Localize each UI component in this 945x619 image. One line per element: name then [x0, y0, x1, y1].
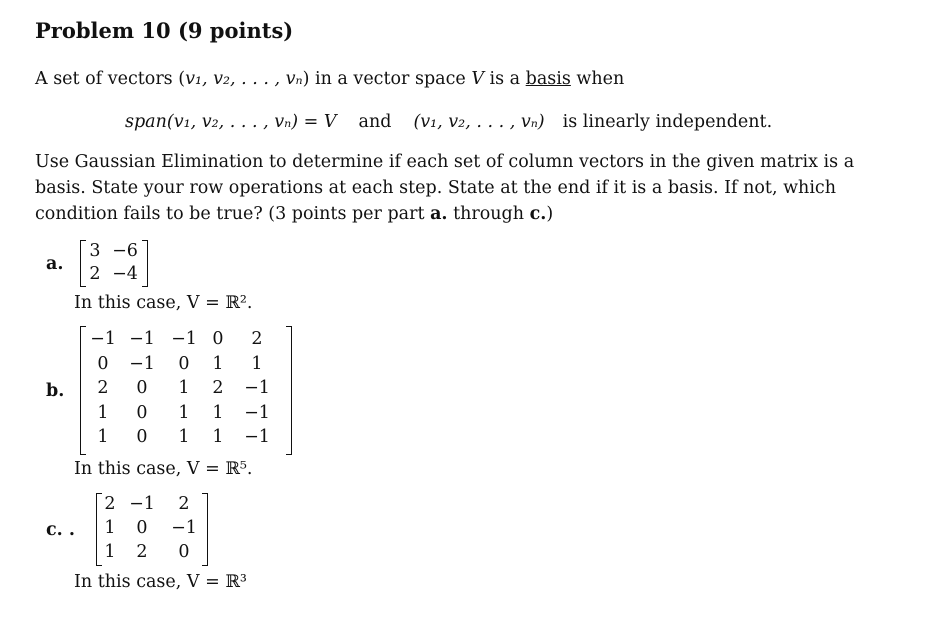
part-a-case: In this case, V = ℝ². — [74, 293, 253, 313]
matrix-b — [80, 327, 292, 455]
span-condition: span(v₁, v₂, . . . , vₙ) = V — [125, 112, 337, 132]
matrix-cell: 0 — [97, 353, 109, 374]
matrix-cell: −1 — [171, 329, 197, 349]
matrix-cell: 2 — [97, 378, 109, 398]
matrix-cell: −1 — [171, 518, 197, 538]
bracket-tick — [80, 326, 86, 327]
matrix-cell: 1 — [212, 427, 224, 447]
matrix-cell: −1 — [244, 402, 270, 423]
matrix-cell: 0 — [136, 518, 148, 538]
definition-text-3: is a — [483, 69, 526, 89]
part-c-label: c. . — [46, 520, 75, 540]
matrix-a — [80, 241, 148, 287]
matrix-cell: 1 — [104, 542, 116, 562]
part-b-case: In this case, V = ℝ⁵. — [74, 459, 253, 479]
matrix-cell: −4 — [112, 264, 138, 284]
vector-space-symbol: V — [471, 69, 484, 89]
matrix-cell: 1 — [104, 518, 116, 538]
matrix-cell: −1 — [244, 378, 270, 398]
matrix-cell: 0 — [178, 542, 190, 562]
independence-condition: is linearly independent. — [562, 112, 773, 132]
part-a-ref: a. — [430, 204, 448, 224]
matrix-cell: 3 — [89, 241, 101, 261]
matrix-cell: −1 — [129, 353, 155, 374]
matrix-cell: 1 — [178, 427, 190, 447]
problem-title: Problem 10 (9 points) — [35, 18, 294, 43]
part-c-ref: c. — [529, 204, 547, 224]
part-c-case: In this case, V = ℝ³ — [74, 572, 247, 592]
matrix-cell: 0 — [136, 378, 148, 398]
basis-condition — [125, 111, 772, 133]
matrix-cell: 0 — [136, 427, 148, 447]
matrix-c — [96, 494, 208, 566]
matrix-cell: 1 — [178, 378, 190, 398]
matrix-cell: 2 — [89, 264, 101, 284]
instructions-line-1: Use Gaussian Elimination to determine if each set of column vectors in the given matrix is a — [35, 152, 855, 172]
matrix-cell: 0 — [136, 402, 148, 423]
bracket-tick — [202, 565, 208, 566]
matrix-cell: −1 — [129, 494, 155, 514]
matrix-cell: 0 — [178, 353, 190, 374]
bracket-tick — [142, 286, 148, 287]
matrix-cell: 2 — [136, 542, 148, 562]
matrix-cell: 1 — [251, 353, 263, 374]
matrix-cell: 2 — [212, 378, 224, 398]
vector-tuple: (v₁, v₂, . . . , vₙ) — [413, 112, 545, 132]
definition-text-1: A set of vectors ( — [35, 69, 186, 89]
matrix-cell: 1 — [178, 402, 190, 423]
definition-text-4: when — [570, 69, 625, 89]
matrix-cell: −1 — [90, 329, 116, 349]
condition-and: and — [358, 112, 392, 132]
vector-list: v₁, v₂, . . . , vₙ — [185, 69, 303, 89]
bracket-tick — [286, 326, 292, 327]
matrix-cell: 2 — [104, 494, 116, 514]
matrix-cell: 2 — [251, 329, 263, 349]
matrix-cell: −1 — [129, 329, 155, 349]
definition-text-2: ) in a vector space — [302, 69, 472, 89]
matrix-cell: 1 — [212, 402, 224, 423]
matrix-cell: 1 — [212, 353, 224, 374]
bracket-tick — [80, 286, 86, 287]
matrix-cell: −6 — [112, 241, 138, 261]
matrix-cell: 1 — [97, 402, 109, 423]
basis-term: basis — [525, 69, 571, 89]
matrix-cell: 1 — [97, 427, 109, 447]
instructions-line-3: condition fails to be true? (3 points per part a. through c.) — [35, 204, 554, 224]
matrix-cell: −1 — [244, 427, 270, 447]
part-a-label: a. — [46, 254, 64, 274]
instructions-line-2: basis. State your row operations at each step. State at the end if it is a basis. If not, which — [35, 178, 836, 198]
bracket-tick — [286, 454, 292, 455]
matrix-cell: 0 — [212, 329, 224, 349]
definition-line — [35, 68, 624, 90]
matrix-cell: 2 — [178, 494, 190, 514]
bracket-tick — [80, 454, 86, 455]
part-b-label: b. — [46, 381, 65, 401]
bracket-tick — [96, 565, 102, 566]
